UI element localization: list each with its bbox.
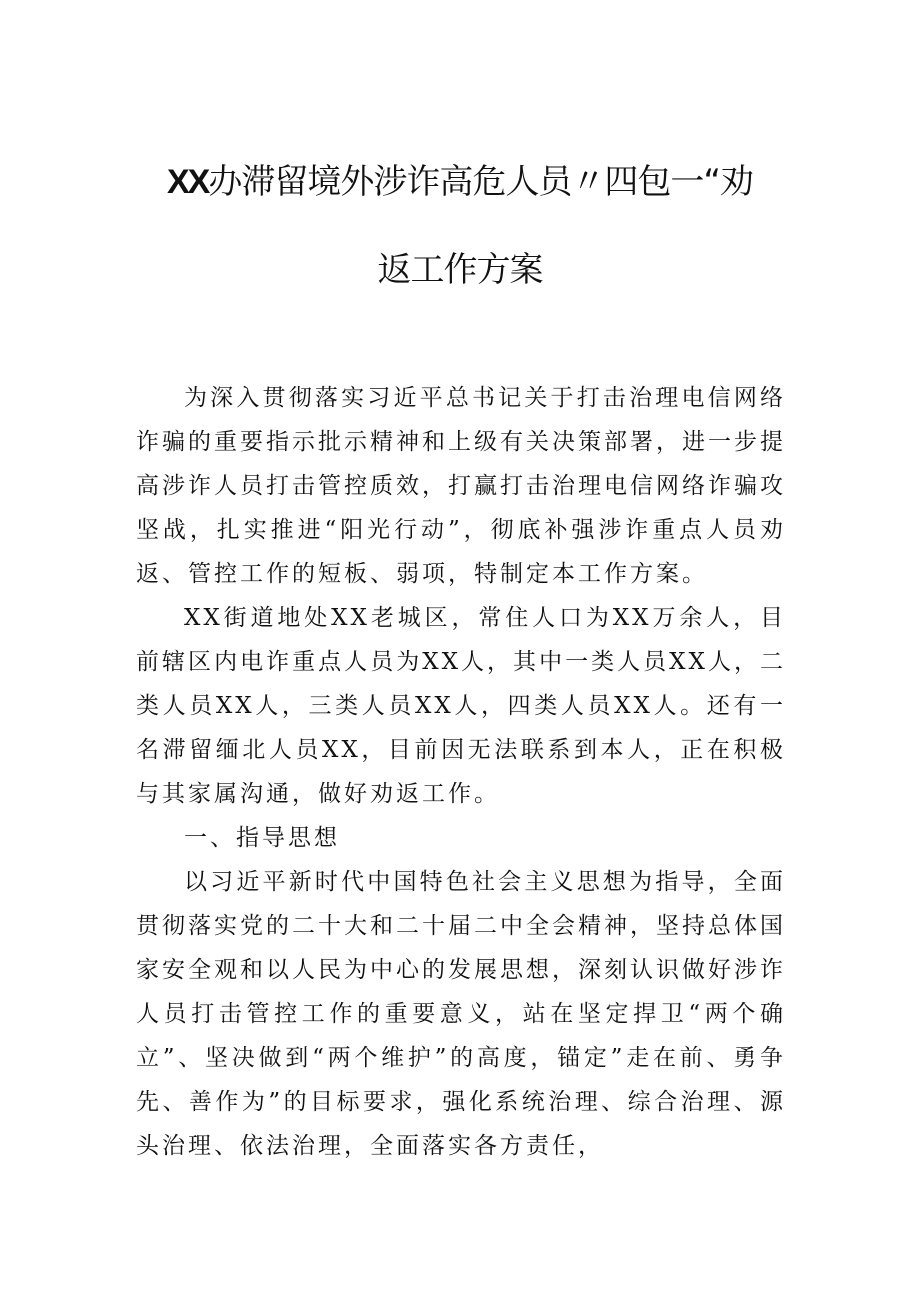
paragraph-intro: 为深入贯彻落实习近平总书记关于打击治理电信网络诈骗的重要指示批示精神和上级有关决策部署，进一步提高涉诈人员打击管控质效，打赢打击治理电信网络诈骗攻坚战，扎实推进“阳光行动”，彻底补强涉诈重点人员劝返、管控工作的短板、弱项，特制定本工作方案。 <box>136 385 786 587</box>
title-line-1-text: 办滞留境外涉诈高危人员〃四包一“劝 <box>208 162 753 202</box>
section-heading-guiding-ideology: 一、指导思想 <box>184 825 340 851</box>
paragraph-guiding-ideology: 以习近平新时代中国特色社会主义思想为指导，全面贯彻落实党的二十大和二十届二中全会精神，坚持总体国家安全观和以人民为中心的发展思想，深刻认识做好涉诈人员打击管控工作的重要意义，站在坚定捍卫“两个确立”、坚决做到“两个维护”的高度，锚定”走在前、勇争先、善作为”的目标要求，强化系统治理、综合治理、源头治理、依法治理，全面落实各方责任， <box>136 869 786 1159</box>
document-body <box>136 376 786 1168</box>
document-title-line-1 <box>110 160 810 204</box>
paragraph-overview: XX街道地处XX老城区，常住人口为XX万余人，目前辖区内电诈重点人员为XX人，其中一类人员XX人，二类人员XX人，三类人员XX人，四类人员XX人。还有一名滞留缅北人员XX，目前因无法联系到本人，正在积极与其家属沟通，做好劝返工作。 <box>136 605 786 807</box>
document-title-line-2: 返工作方案 <box>377 250 543 290</box>
title-prefix: XX <box>167 163 209 201</box>
